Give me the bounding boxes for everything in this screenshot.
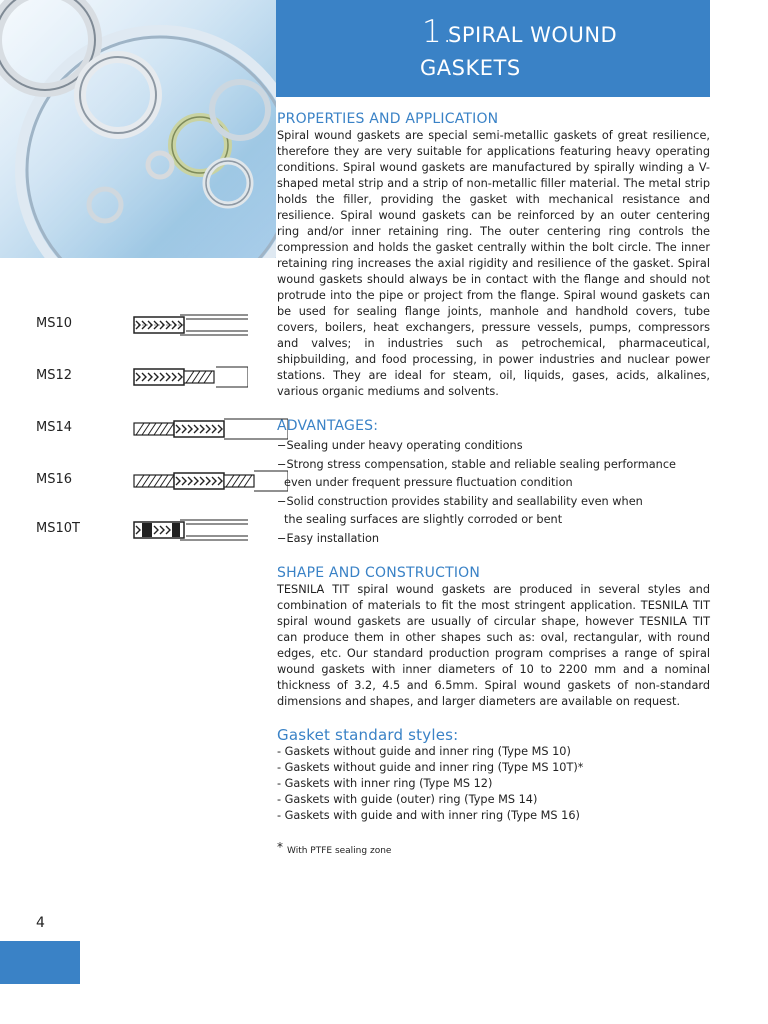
- gasket-type-label: MS14: [36, 420, 73, 435]
- title-line-2: GASKETS: [420, 56, 521, 80]
- footnote-star: *: [277, 840, 283, 854]
- footnote-text: With PTFE sealing zone: [287, 846, 392, 856]
- list-item: - Gaskets with guide and with inner ring (Type MS 16): [277, 809, 580, 822]
- ms10-section-icon: [130, 310, 248, 340]
- list-item: - Gaskets without guide and inner ring (Type MS 10T)*: [277, 761, 584, 774]
- gasket-type-ms16: [36, 466, 248, 496]
- list-item: −Strong stress compensation, stable and reliable sealing performance: [277, 457, 676, 471]
- ms12-section-icon: [130, 362, 248, 392]
- main-content: [277, 110, 710, 856]
- ms10t-section-icon: [130, 515, 248, 545]
- gasket-type-ms10t: [36, 515, 248, 545]
- page-number: 4: [36, 915, 45, 931]
- properties-text: Spiral wound gaskets are special semi-metallic gaskets of great resilience, therefore they are very suitable for applications featuring heavy operating conditions. Spiral wound gaskets are manufactured by spirally winding a V-shaped metal strip and a strip of non-metallic filler material. The metal strip holds the filler, providing the gasket with mechanical resistance and resilience. Spiral wound gaskets can be reinforced by an outer centering ring and/or inner retaining ring. The outer centering ring controls the compression and holds the gasket centrally within the bolt circle. The inner retaining ring increases the axial rigidity and resilience of the gasket. Spiral wound gaskets should always be in contact with the flange and should not protrude into the pipe or project from the flange. Spiral wound gaskets can be used for sealing flange joints, manhole and handhold covers, tube covers, boilers, heat exchangers, pressure vessels, pumps, compressors and valves; in industries such as petrochemical, pharmaceutical, shipbuilding, and food processing, in power industries and nuclear power stations. They are ideal for steam, oil, liquids, gases, acids, alkalines, various organic mediums and solvents.: [277, 129, 710, 398]
- gasket-type-ms10: [36, 310, 248, 340]
- list-item: - Gaskets without guide and inner ring (Type MS 10): [277, 745, 571, 758]
- advantages-list: [277, 437, 710, 548]
- footnote: [277, 840, 710, 856]
- gasket-photo: [0, 0, 276, 258]
- gasket-type-label: MS12: [36, 368, 73, 383]
- list-item: the sealing surfaces are slightly corroded or bent: [284, 513, 563, 526]
- properties-heading: PROPERTIES AND APPLICATION: [277, 111, 499, 127]
- list-item: even under frequent pressure fluctuation condition: [284, 476, 573, 489]
- title-band: [276, 0, 710, 97]
- section-number: 1.: [422, 14, 453, 50]
- shape-heading: SHAPE AND CONSTRUCTION: [277, 565, 481, 581]
- list-item: −Solid construction provides stability and seallability even when: [277, 494, 643, 508]
- styles-heading: Gasket standard styles:: [277, 726, 459, 744]
- list-item: −Easy installation: [277, 531, 380, 545]
- gasket-type-label: MS10: [36, 316, 73, 331]
- list-item: - Gaskets with guide (outer) ring (Type MS 14): [277, 793, 538, 806]
- gasket-type-ms12: [36, 362, 248, 392]
- title-line-1: SPIRAL WOUND: [448, 23, 618, 47]
- gasket-type-label: MS16: [36, 472, 73, 487]
- gasket-type-label: MS10T: [36, 521, 80, 536]
- footer-color-block: [0, 941, 80, 984]
- ms16-section-icon: [130, 466, 288, 496]
- ms14-section-icon: [130, 414, 288, 444]
- styles-list: [277, 744, 710, 824]
- advantages-heading: ADVANTAGES:: [277, 418, 379, 434]
- list-item: - Gaskets with inner ring (Type MS 12): [277, 777, 493, 790]
- gasket-type-ms14: [36, 414, 248, 444]
- list-item: −Sealing under heavy operating conditions: [277, 439, 523, 452]
- shape-text: TESNILA TIT spiral wound gaskets are produced in several styles and combination of materials to fit the most stringent application. TESNILA TIT spiral wound gaskets are usually of circular shape, however TESNILA TIT can produce them in other shapes such as: oval, rectangular, with round edges, etc. Our standard production program comprises a range of spiral wound gaskets with inner diameters of 10 to 2200 mm and a nominal thickness of 3.2, 4.5 and 6.5mm. Spiral wound gaskets of non-standard dimensions and shapes, and larger diameters are available on request.: [277, 583, 710, 708]
